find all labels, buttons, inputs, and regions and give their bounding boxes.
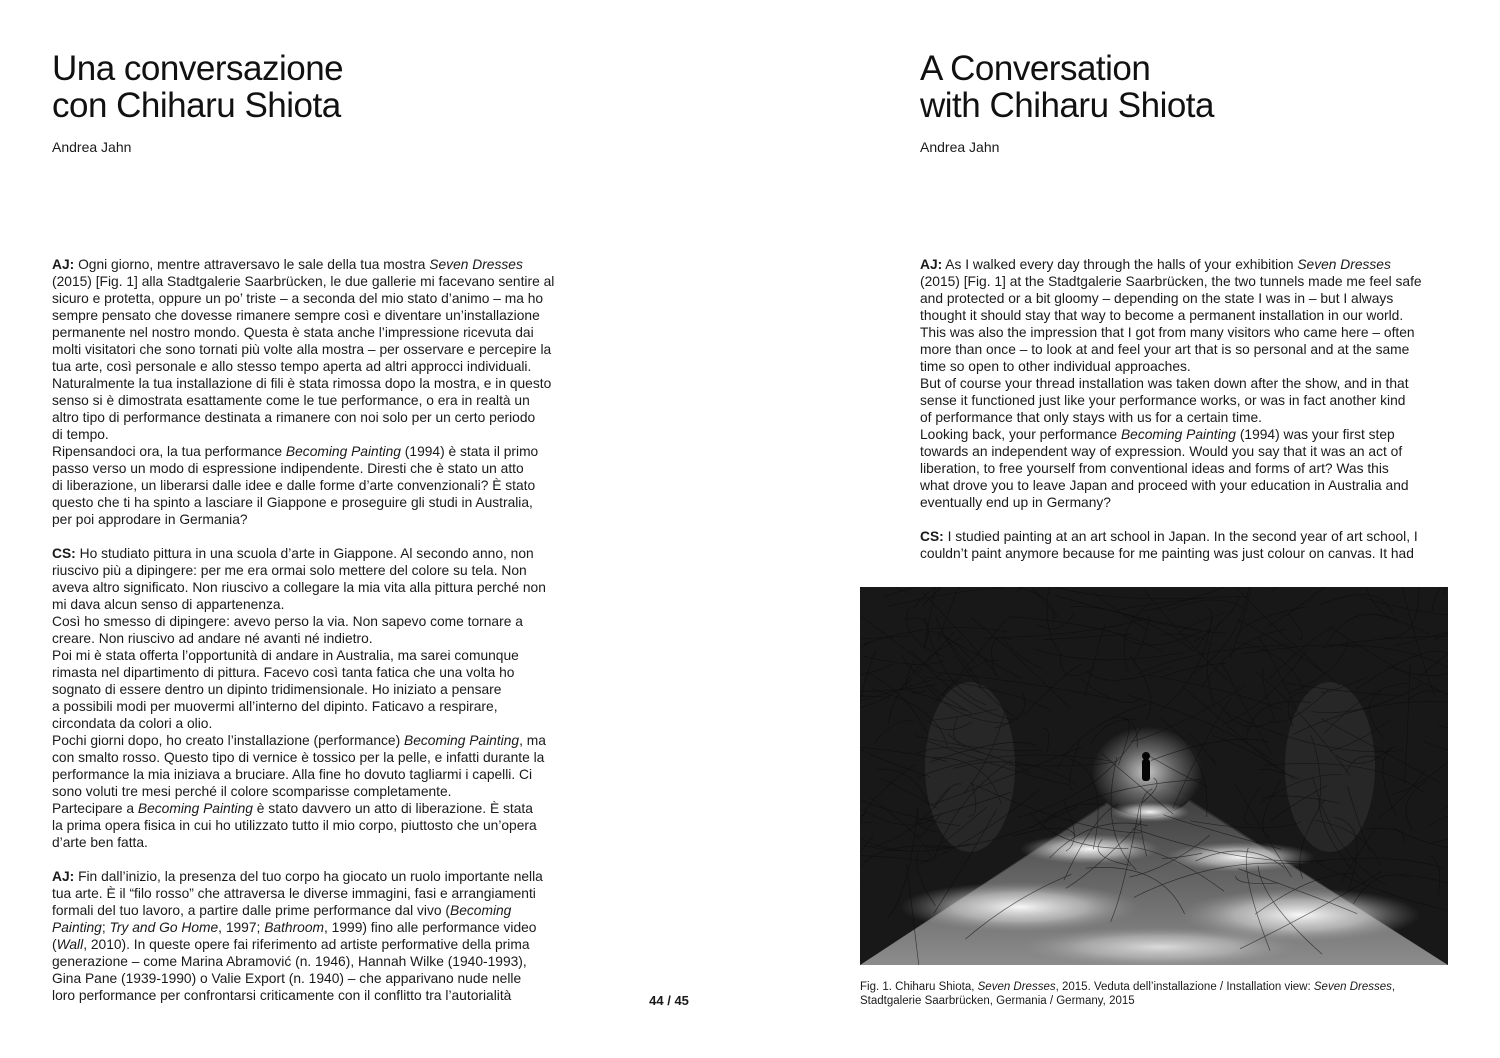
title-line: con Chiharu Shiota [52,86,341,125]
page-number-right: 45 [674,993,689,1008]
page-title-english [920,50,1214,124]
text-line: la prima opera fisica in cui ho utilizzato tutto il mio corpo, piuttosto che un’opera [52,818,537,833]
text-run: ( [52,937,57,952]
text-line: liberation, to free yourself from conventional ideas and forms of art? Was this [920,461,1389,476]
work-title: Seven Dresses [977,981,1056,993]
text-run: I studied painting at an art school in Japan. In the second year of art school, I [943,529,1418,544]
page-number-left: 44 [649,993,664,1008]
text-line: sono voluti tre mesi perché il colore scomparisse completamente. [52,784,452,799]
text-line: con smalto rosso. Questo tipo di vernice è tossico per la pelle, e infatti durante la [52,750,545,765]
text-line: per poi approdare in Germania? [52,512,248,527]
author-name: Andrea Jahn [920,139,1000,155]
text-run: Ogni giorno, mentre attraversavo le sale della tua mostra [74,257,430,272]
text-line: molti visitatori che sono tornati più volte alla mostra – per osservare e percepire la [52,342,552,357]
right-page [750,0,1500,1058]
text-line: aveva altro significato. Non riuscivo a collegare la mia vita alla pittura perché non [52,580,546,595]
text-line: sicuro e protetta, oppure un po’ triste – a seconda del mio stato d’animo – ma ho [52,291,544,306]
text-line [920,426,1480,443]
text-line: performance la mia iniziava a bruciare. Alla fine ho dovuto tagliarmi i capelli. Ci [52,767,533,782]
text-line: tua arte, così personale e allo stesso tempo aperta ad altri approcci individuali. [52,359,532,374]
speaker-label: AJ: [920,257,943,272]
text-line: senso si è dimostrata esattamente come le tue performance, o era in realtà un [52,393,530,408]
paragraph-aj-question-2 [52,868,612,1004]
text-line: This was also the impression that I got from many visitors who came here – often [920,325,1415,340]
work-title: Painting [52,920,102,935]
installation-photo [860,587,1448,965]
speaker-label: CS: [52,546,76,561]
text-line [52,545,612,562]
text-line [52,868,612,885]
work-title: Becoming Painting [404,733,520,748]
text-line: towards an independent way of expression. Would you say that it was an act of [920,444,1403,459]
text-line: and protected or a bit gloomy – depending on the state I was in – but I always [920,291,1394,306]
text-line: (2015) [Fig. 1] alla Stadtgalerie Saarbrücken, le due gallerie mi facevano sentire al [52,274,555,289]
text-line: altro tipo di performance destinata a rimanere con noi solo per un certo periodo [52,410,536,425]
figure-caption [860,980,1450,1008]
text-line: Poi mi è stata offerta l’opportunità di andare in Australia, ma sarei comunque [52,648,519,663]
text-run: Fig. 1. Chiharu Shiota, [860,981,978,993]
text-line: couldn’t paint anymore because for me painting was just colour on canvas. It had [920,546,1414,561]
person-silhouette [1142,759,1150,781]
work-title: Becoming Painting [1120,427,1236,442]
text-line [52,936,612,953]
text-run: , 2010). In queste opere fai riferimento ad artiste performative della prima [83,937,530,952]
page-numbers [640,993,698,1008]
text-line: questo che ti ha spinto a lasciare il Giappone e proseguire gli studi in Australia, [52,495,533,510]
text-line: thought it should stay that way to become a permanent installation in our world. [920,308,1404,323]
paragraph-cs-answer-1 [52,545,612,851]
text-line [52,256,612,273]
text-line [52,919,612,936]
text-line: di tempo. [52,427,109,442]
text-run: (1994) è stata il primo [400,444,539,459]
arch-right [1285,682,1375,852]
work-title: Seven Dresses [429,257,523,272]
title-line: with Chiharu Shiota [920,86,1214,125]
text-line: a possibili modi per muovermi all’interno del dipinto. Faticavo a respirare, [52,699,498,714]
text-line [52,800,612,817]
text-line: (2015) [Fig. 1] at the Stadtgalerie Saarbrücken, the two tunnels made me feel safe [920,274,1422,289]
floor-light-spot [1110,802,1190,822]
text-run: , 1999) fino alle performance video [324,920,537,935]
text-line: But of course your thread installation was taken down after the show, and in that [920,376,1409,391]
text-run: Fin dall’inizio, la presenza del tuo corpo ha giocato un ruolo importante nella [74,869,543,884]
text-line: tua arte. È il “filo rosso” che attraversa le diverse immagini, fasi e arrangiamenti [52,886,536,901]
floor-light-spot [1020,834,1160,864]
work-title: Becoming Painting [137,801,253,816]
work-title: Seven Dresses [1297,257,1391,272]
person-silhouette-head [1142,752,1150,760]
text-line [52,443,612,460]
text-line: permanente nel nostro mondo. Questa è stata anche l’impressione ricevuta dai [52,325,534,340]
work-title: Becoming Painting [285,444,401,459]
interview-text-english [920,256,1480,562]
interview-text-italian [52,256,612,1004]
caption-line: Stadtgalerie Saarbrücken, Germania / Germany, 2015 [860,995,1135,1007]
text-line [52,732,612,749]
text-run: Ho studiato pittura in una scuola d’arte in Giappone. Al secondo anno, non [75,546,534,561]
page-title-italian [52,50,343,124]
text-line: di liberazione, un liberarsi dalle idee e dalle forme d’arte convenzionali? È stato [52,478,536,493]
text-run: , 2015. Veduta dell’installazione / Installation view: [1055,981,1314,993]
text-run: Ripensandoci ora, la tua performance [52,444,286,459]
text-run: , ma [519,733,546,748]
text-line: passo verso un modo di espressione indipendente. Diresti che è stato un atto [52,461,524,476]
work-title: Wall [56,937,84,952]
thread-tunnel-image [860,587,1448,965]
text-line [920,528,1480,545]
text-run: è stato davvero un atto di liberazione. È stata [252,801,533,816]
text-line: sognato di essere dentro un dipinto tridimensionale. Ho iniziato a pensare [52,682,502,697]
text-line: of performance that only stays with us for a certain time. [920,410,1263,425]
text-line: Così ho smesso di dipingere: avevo perso la via. Non sapevo come tornare a [52,614,523,629]
text-line: mi dava alcun senso di appartenenza. [52,597,285,612]
text-line: d’arte ben fatta. [52,835,148,850]
paragraph-cs-answer-1 [920,528,1480,562]
text-run: Pochi giorni dopo, ho creato l’installazione (performance) [52,733,405,748]
text-line: loro performance per confrontarsi criticamente con il conflitto tra l’autorialità [52,988,512,1003]
text-run: (1994) was your first step [1235,427,1395,442]
text-line: riuscivo più a dipingere: per me era ormai solo mettere del colore su tela. Non [52,563,527,578]
text-run: As I walked every day through the halls of your exhibition [942,257,1298,272]
speaker-label: AJ: [52,257,75,272]
text-line [52,902,612,919]
title-line: Una conversazione [52,49,344,88]
text-line: Gina Pane (1939-1990) o Valie Export (n. 1940) – che apparivano nude nelle [52,971,522,986]
text-line: eventually end up in Germany? [920,495,1111,510]
work-title: Bathroom [264,920,325,935]
work-title: Seven Dresses [1313,981,1392,993]
text-line: what drove you to leave Japan and proceed with your education in Australia and [920,478,1409,493]
text-run: formali del tuo lavoro, a partire dalle prime performance dal vivo ( [52,903,450,918]
work-title: Becoming [450,903,512,918]
text-line: sense it functioned just like your performance works, or was in fact another kind [920,393,1406,408]
text-run: , [1391,981,1396,993]
speaker-label: CS: [920,529,944,544]
floor-light-spot [900,882,1140,932]
work-title: Try and Go Home [109,920,219,935]
text-line: circondata da colori a olio. [52,716,213,731]
author-name: Andrea Jahn [52,139,132,155]
paragraph-aj-question-1 [52,256,612,528]
title-line: A Conversation [920,49,1151,88]
text-run: Looking back, your performance [920,427,1121,442]
text-run: ; [101,920,110,935]
text-line [920,256,1480,273]
text-line: creare. Non riuscivo ad andare né avanti né indietro. [52,631,373,646]
page-number-separator: / [667,993,671,1008]
text-run: Partecipare a [52,801,138,816]
speaker-label: AJ: [52,869,75,884]
text-run: , 1997; [218,920,265,935]
text-line: rimasta nel dipartimento di pittura. Facevo così tanta fatica che una volta ho [52,665,515,680]
text-line: sempre pensato che dovesse rimanere sempre così e diventare un’installazione [52,308,540,323]
paragraph-aj-question-1 [920,256,1480,511]
text-line: time so open to other individual approaches. [920,359,1191,374]
caption-line [860,980,1450,994]
text-line: Naturalmente la tua installazione di fili è stata rimossa dopo la mostra, e in questo [52,376,552,391]
text-line: more than once – to look at and feel your art that is so personal and at the same [920,342,1410,357]
text-line: generazione – come Marina Abramović (n. 1946), Hannah Wilke (1940-1993), [52,954,527,969]
